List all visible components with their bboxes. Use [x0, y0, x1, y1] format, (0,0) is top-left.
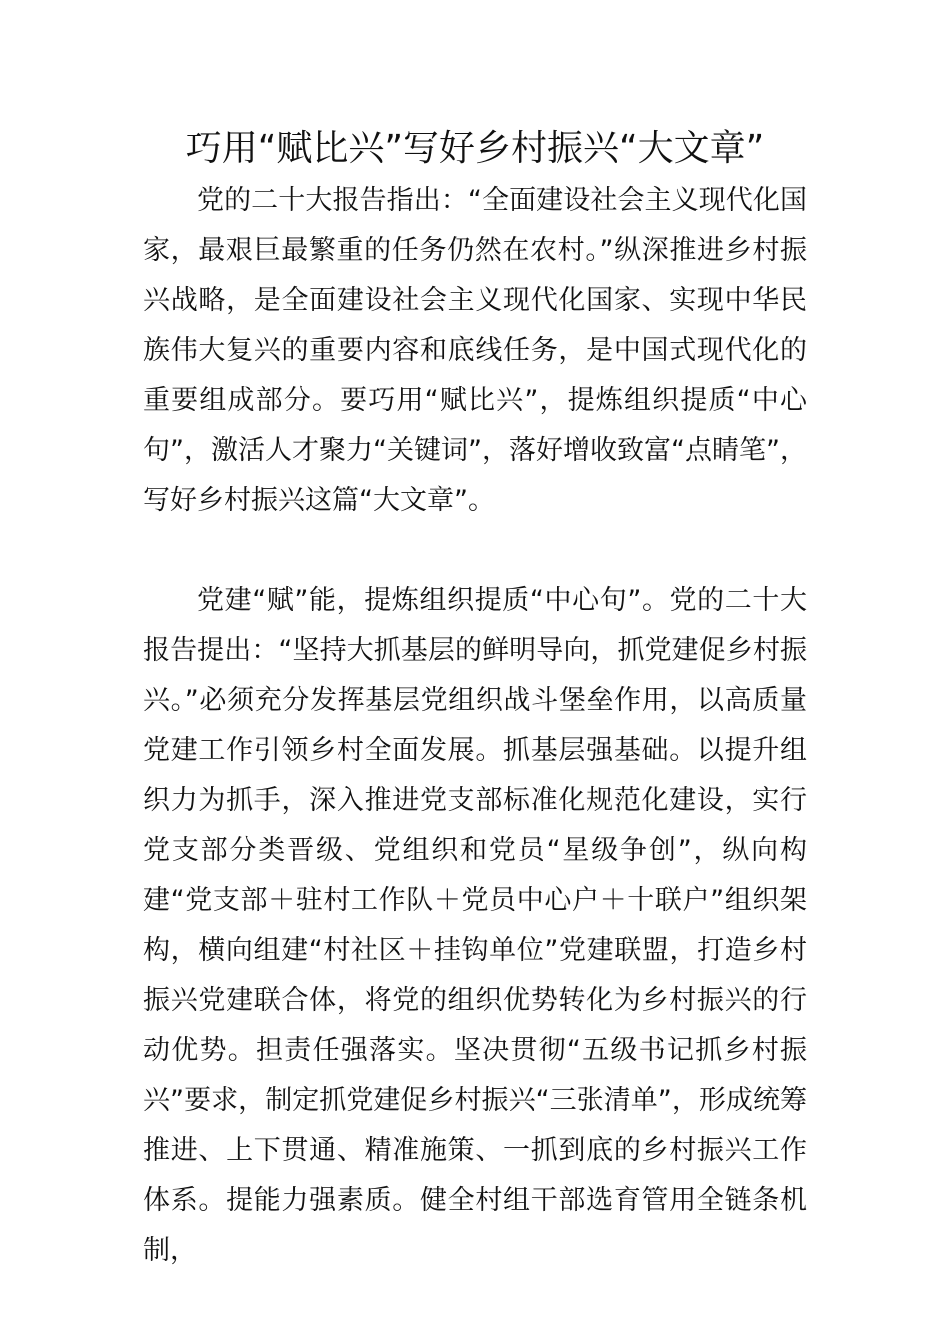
paragraph-intro: 党的二十大报告指出：“全面建设社会主义现代化国家，最艰巨最繁重的任务仍然在农村。”纵深推进乡村振兴战略，是全面建设社会主义现代化国家、实现中华民族伟大复兴的重要内容和底线任务，是中国式现代化的重要组成部分。要巧用“赋比兴”，提炼组织提质“中心句”，激活人才聚力“关键词”，落好增收致富“点睛笔”，写好乡村振兴这篇“大文章”。 [143, 185, 807, 516]
document-title: 巧用“赋比兴”写好乡村振兴“大文章” [185, 128, 765, 169]
paragraph-party-building: 党建“赋”能，提炼组织提质“中心句”。党的二十大报告提出：“坚持大抓基层的鲜明导向，抓党建促乡村振兴。”必须充分发挥基层党组织战斗堡垒作用，以高质量党建工作引领乡村全面发展。抓基层强基础。以提升组织力为抓手，深入推进党支部标准化规范化建设，实行党支部分类晋级、党组织和党员“星级争创”，纵向构建“党支部＋驻村工作队＋党员中心户＋十联户”组织架构，横向组建“村社区＋挂钩单位”党建联盟，打造乡村振兴党建联合体，将党的组织优势转化为乡村振兴的行动优势。担责任强落实。坚决贯彻“五级书记抓乡村振兴”要求，制定抓党建促乡村振兴“三张清单”，形成统筹推进、上下贯通、精准施策、一抓到底的乡村振兴工作体系。提能力强素质。健全村组干部选育管用全链条机制， [143, 585, 807, 1266]
